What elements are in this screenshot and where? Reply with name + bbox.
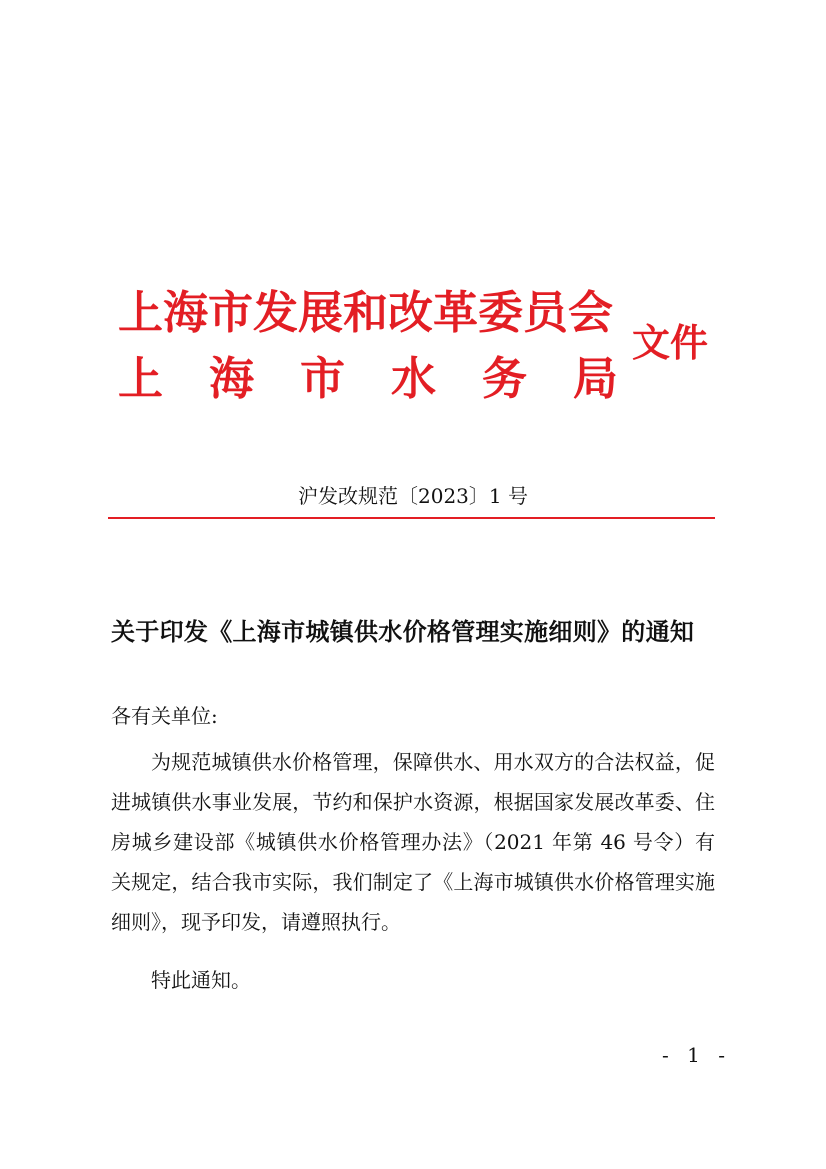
issuer-char: 海 <box>208 352 254 405</box>
issuer-name-water-bureau <box>118 342 618 407</box>
body-paragraph: 为规范城镇供水价格管理，保障供水、用水双方的合法权益，促进城镇供水事业发展，节约和保护水资源，根据国家发展改革委、住房城乡建设部《城镇供水价格管理办法》（2021 年第 46 号令）有关规定，结合我市实际，我们制定了《上海市城镇供水价格管理实施细则》，现予印发，请遵照执行。 <box>111 750 715 934</box>
page-number: - 1 - <box>662 1043 731 1067</box>
issuer-char: 市 <box>299 352 345 405</box>
document-label: 文件 <box>632 320 709 365</box>
salutation: 各有关单位: <box>111 704 218 728</box>
issuer-char: 上 <box>118 352 164 405</box>
issuer-char: 务 <box>481 352 527 405</box>
issuer-char: 局 <box>572 352 618 405</box>
closing-text: 特此通知。 <box>151 968 251 992</box>
document-number: 沪发改规范〔2023〕1 号 <box>298 484 528 508</box>
body-text <box>111 742 715 942</box>
issuer-name-ndrc: 上海市发展和改革委员会 <box>118 286 614 339</box>
issuer-char: 水 <box>390 352 436 405</box>
notice-title: 关于印发《上海市城镇供水价格管理实施细则》的通知 <box>111 617 695 646</box>
red-divider <box>108 517 715 519</box>
